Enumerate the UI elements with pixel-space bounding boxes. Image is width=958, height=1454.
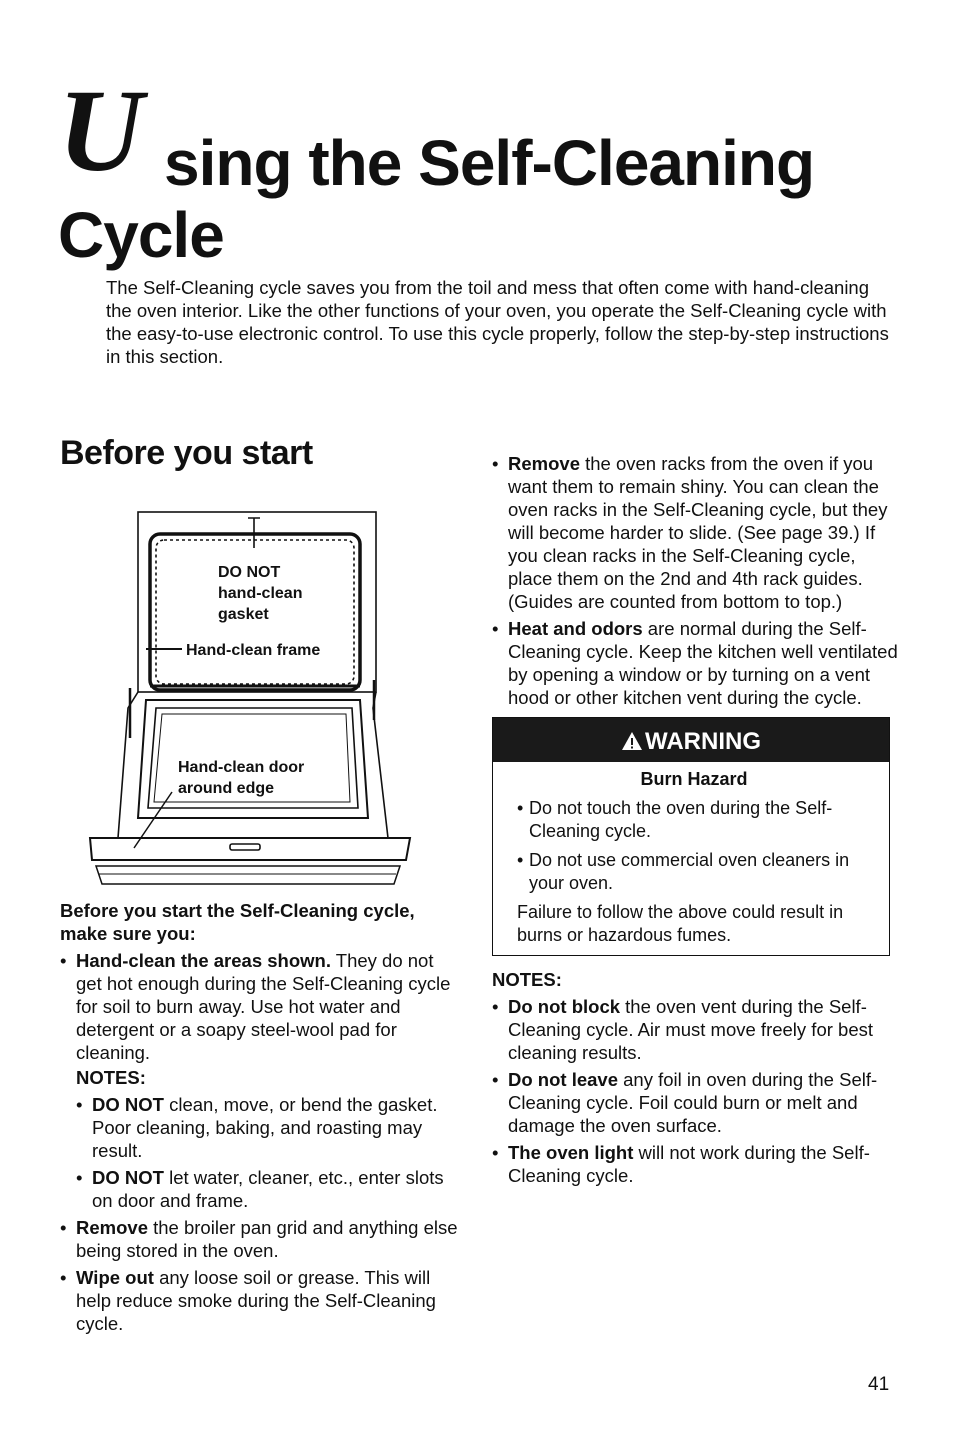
list-item: • Remove the oven racks from the oven if you want them to remain shiny. You can clean the oven racks in the Self-Cleaning cycle, but they will become harder to slide. (See page 39.) If you clean racks in the Self-Cleaning cycle, place them on the 2nd and 4th rack guides. (Guides are counted from bottom to top.) (492, 452, 902, 613)
notes-list (76, 1093, 460, 1212)
warning-subheader: Burn Hazard (640, 769, 748, 789)
section-heading: Before you start (60, 434, 313, 472)
label-door-line1: Hand-clean door (178, 759, 305, 776)
warning-bullet: • Do not touch the oven during the Self-Cleaning cycle. (517, 797, 871, 843)
label-gasket (218, 562, 302, 625)
warning-bullet: • Do not use commercial oven cleaners in your oven. (517, 849, 871, 895)
list-item: • Do not leave any foil in oven during the Self-Cleaning cycle. Foil could burn or melt and damage the oven surface. (492, 1068, 902, 1137)
list-item: • Wipe out any loose soil or grease. This will help reduce smoke during the Self-Cleaning cycle. (60, 1266, 460, 1335)
label-gasket-line3: gasket (218, 606, 269, 623)
label-gasket-line1: DO NOT (218, 564, 281, 581)
label-gasket-line2: hand-clean (218, 585, 303, 602)
warning-footer: Failure to follow the above could result in burns or hazardous fumes. (517, 902, 844, 945)
page-number: 41 (868, 1374, 890, 1395)
checklist-continued (492, 452, 902, 709)
oven-diagram (88, 508, 414, 888)
label-frame: Hand-clean frame (186, 642, 321, 659)
warning-triangle-icon (621, 731, 643, 751)
intro-paragraph: The Self-Cleaning cycle saves you from the toil and mess that often come with hand-cleaning the oven interior. Like the other functions of your oven, you operate the Self-Cleaning cycle with the easy-to-use electronic control. To use this cycle properly, follow the step-by-step instructions in this section. (106, 277, 889, 367)
title-drop-cap: U (58, 65, 144, 196)
notes-label: NOTES: (492, 969, 562, 990)
warning-title: WARNING (645, 728, 761, 755)
list-item: • DO NOT clean, move, or bend the gasket. Poor cleaning, baking, and roasting may result. (76, 1093, 460, 1162)
warning-box (492, 717, 890, 956)
notes-label: NOTES: (76, 1067, 146, 1088)
list-item: • Remove the broiler pan grid and anything else being stored in the oven. (60, 1216, 460, 1262)
checklist (60, 949, 460, 1335)
page-title: sing the Self-Cleaning (164, 127, 815, 199)
notes-list (492, 995, 902, 1187)
warning-header (493, 718, 889, 762)
list-item: • Do not block the oven vent during the Self-Cleaning cycle. Air must move freely for best cleaning results. (492, 995, 902, 1064)
label-door (178, 757, 304, 799)
label-door-line2: around edge (178, 780, 275, 797)
list-item: • The oven light will not work during the Self-Cleaning cycle. (492, 1141, 902, 1187)
warning-body (493, 762, 889, 955)
list-item: • Heat and odors are normal during the Self-Cleaning cycle. Keep the kitchen well ventilated by opening a window or by turning on a vent hood or other kitchen vent during the cycle. (492, 617, 902, 709)
right-column (492, 452, 902, 1191)
list-item: • Hand-clean the areas shown. They do not get hot enough during the Self-Cleaning cycle for soil to burn away. Use hot water and detergent or a soapy steel-wool pad for cleaning. NOTES: • DO NOT clean, move, or bend the gasket. Poor cleaning, baking, and roasting may result. • DO NOT let water, cleaner, etc., enter slots on door and frame. (60, 949, 460, 1212)
lead-text: Before you start the Self-Cleaning cycle, make sure you: (60, 900, 415, 944)
page-title-line2: Cycle (58, 199, 224, 271)
left-column (60, 899, 460, 1339)
list-item: • DO NOT let water, cleaner, etc., enter slots on door and frame. (76, 1166, 460, 1212)
